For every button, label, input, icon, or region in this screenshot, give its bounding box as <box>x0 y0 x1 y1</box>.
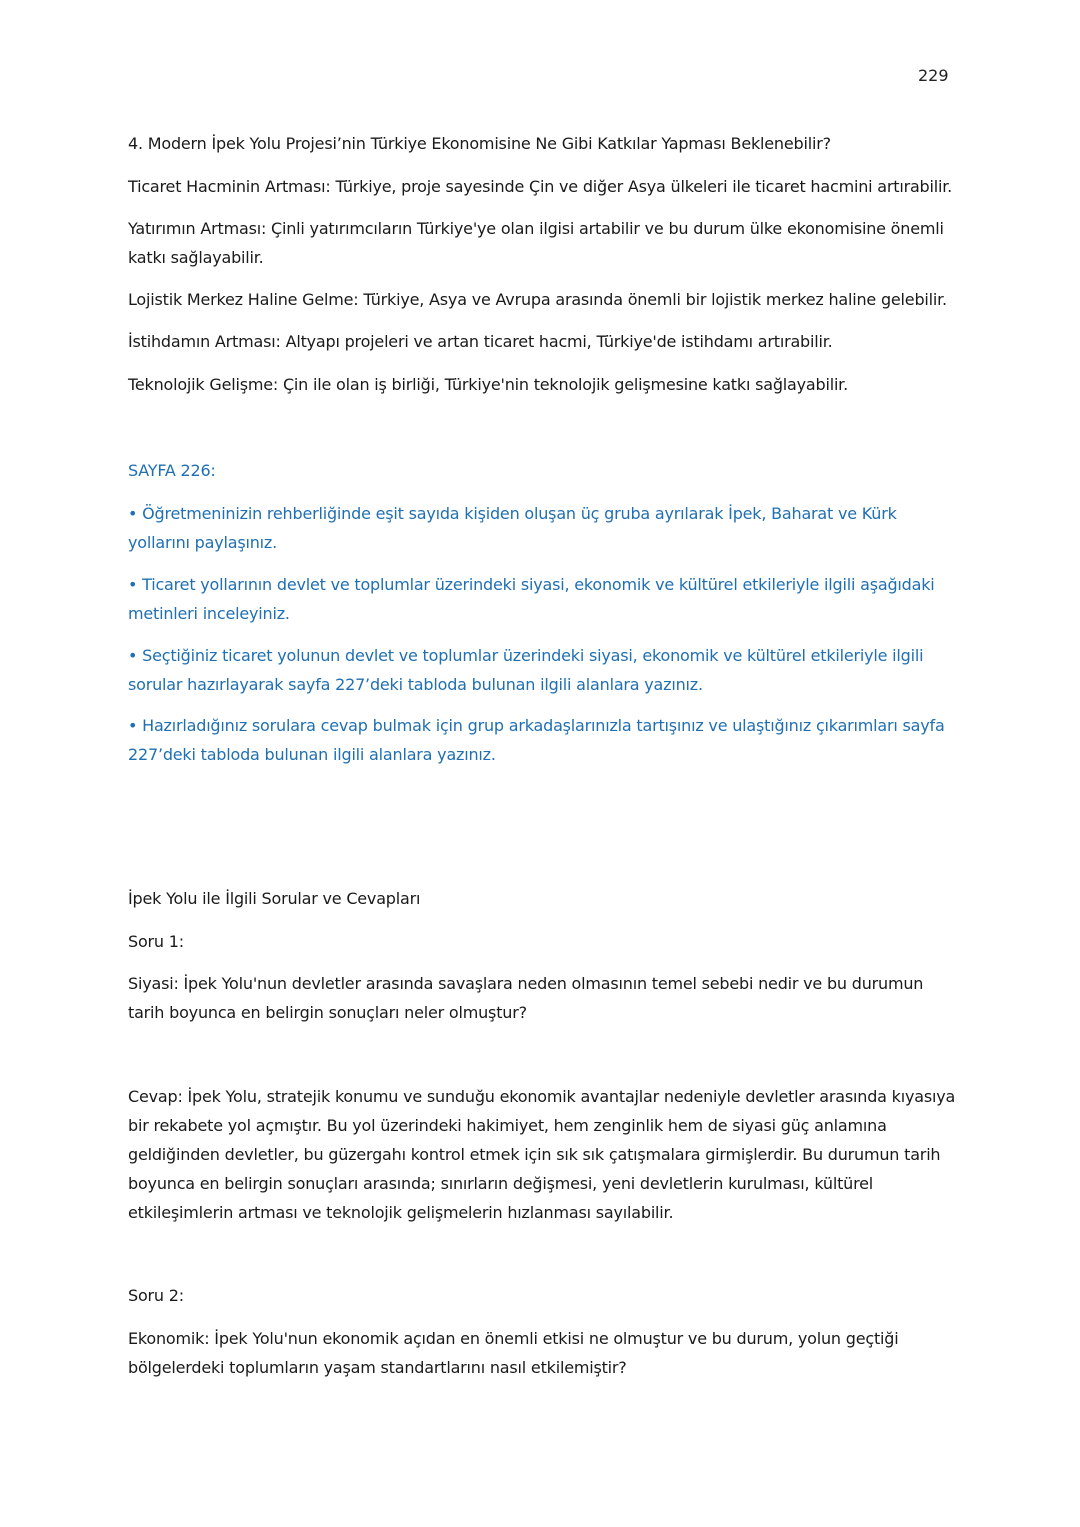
question-label: Soru 2: <box>128 1286 184 1305</box>
qa-heading: İpek Yolu ile İlgili Sorular ve Cevapları <box>128 889 421 908</box>
question-text: Siyasi: İpek Yolu'nun devletler arasında savaşlara neden olmasının temel sebebi nedir ve bu durumun tarih boyunca en belirgin sonuçları neler olmuştur? <box>128 974 924 1022</box>
page-number: 229 <box>918 66 949 85</box>
instruction-bullet: • Seçtiğiniz ticaret yolunun devlet ve toplumlar üzerindeki siyasi, ekonomik ve kültürel etkileriyle ilgili sorular hazırlayarak sayfa 227’deki tabloda bulunan ilgili alanlara yazınız. <box>128 646 924 694</box>
question-label: Soru 1: <box>128 932 184 951</box>
answer-text: Cevap: İpek Yolu, stratejik konumu ve sunduğu ekonomik avantajlar nedeniyle devletler arasında kıyasıya bir rekabete yol açmıştır. Bu yol üzerindeki hakimiyet, hem zenginlik hem de siyasi güç anlamına geldiğinden devletler, bu güzergahı kontrol etmek için sık sık çatışmalara girmişlerdir. Bu durumun tarih boyunca en belirgin sonuçları arasında; sınırların değişmesi, yeni devletlerin kurulması, kültürel etkileşimlerin artması ve teknolojik gelişmelerin hızlanması sayılabilir. <box>128 1087 956 1222</box>
paragraph-item: Ticaret Hacminin Artması: Türkiye, proje sayesinde Çin ve diğer Asya ülkeleri ile ticaret hacmini artırabilir. <box>128 177 953 196</box>
instruction-bullet: • Hazırladığınız sorulara cevap bulmak için grup arkadaşlarınızla tartışınız ve ulaştığınız çıkarımları sayfa 227’deki tabloda bulunan ilgili alanlara yazınız. <box>128 716 945 764</box>
paragraph-item: Teknolojik Gelişme: Çin ile olan iş birliği, Türkiye'nin teknolojik gelişmesine katkı sağlayabilir. <box>128 375 848 394</box>
instruction-bullet: • Öğretmeninizin rehberliğinde eşit sayıda kişiden oluşan üç gruba ayrılarak İpek, Baharat ve Kürk yollarını paylaşınız. <box>128 504 897 552</box>
sayfa-title: SAYFA 226: <box>128 461 216 480</box>
instruction-bullet: • Ticaret yollarının devlet ve toplumlar üzerindeki siyasi, ekonomik ve kültürel etkileriyle ilgili aşağıdaki metinleri inceleyiniz. <box>128 575 935 623</box>
paragraph-item: İstihdamın Artması: Altyapı projeleri ve artan ticaret hacmi, Türkiye'de istihdamı artırabilir. <box>128 332 833 351</box>
section-heading: 4. Modern İpek Yolu Projesi’nin Türkiye Ekonomisine Ne Gibi Katkılar Yapması Beklenebilir? <box>128 134 831 153</box>
paragraph-item: Yatırımın Artması: Çinli yatırımcıların Türkiye'ye olan ilgisi artabilir ve bu durum ülke ekonomisine önemli katkı sağlayabilir. <box>128 219 944 267</box>
paragraph-item: Lojistik Merkez Haline Gelme: Türkiye, Asya ve Avrupa arasında önemli bir lojistik merkez haline gelebilir. <box>128 290 947 309</box>
question-text: Ekonomik: İpek Yolu'nun ekonomik açıdan en önemli etkisi ne olmuştur ve bu durum, yolun geçtiği bölgelerdeki toplumların yaşam standartlarını nasıl etkilemiştir? <box>128 1329 899 1377</box>
